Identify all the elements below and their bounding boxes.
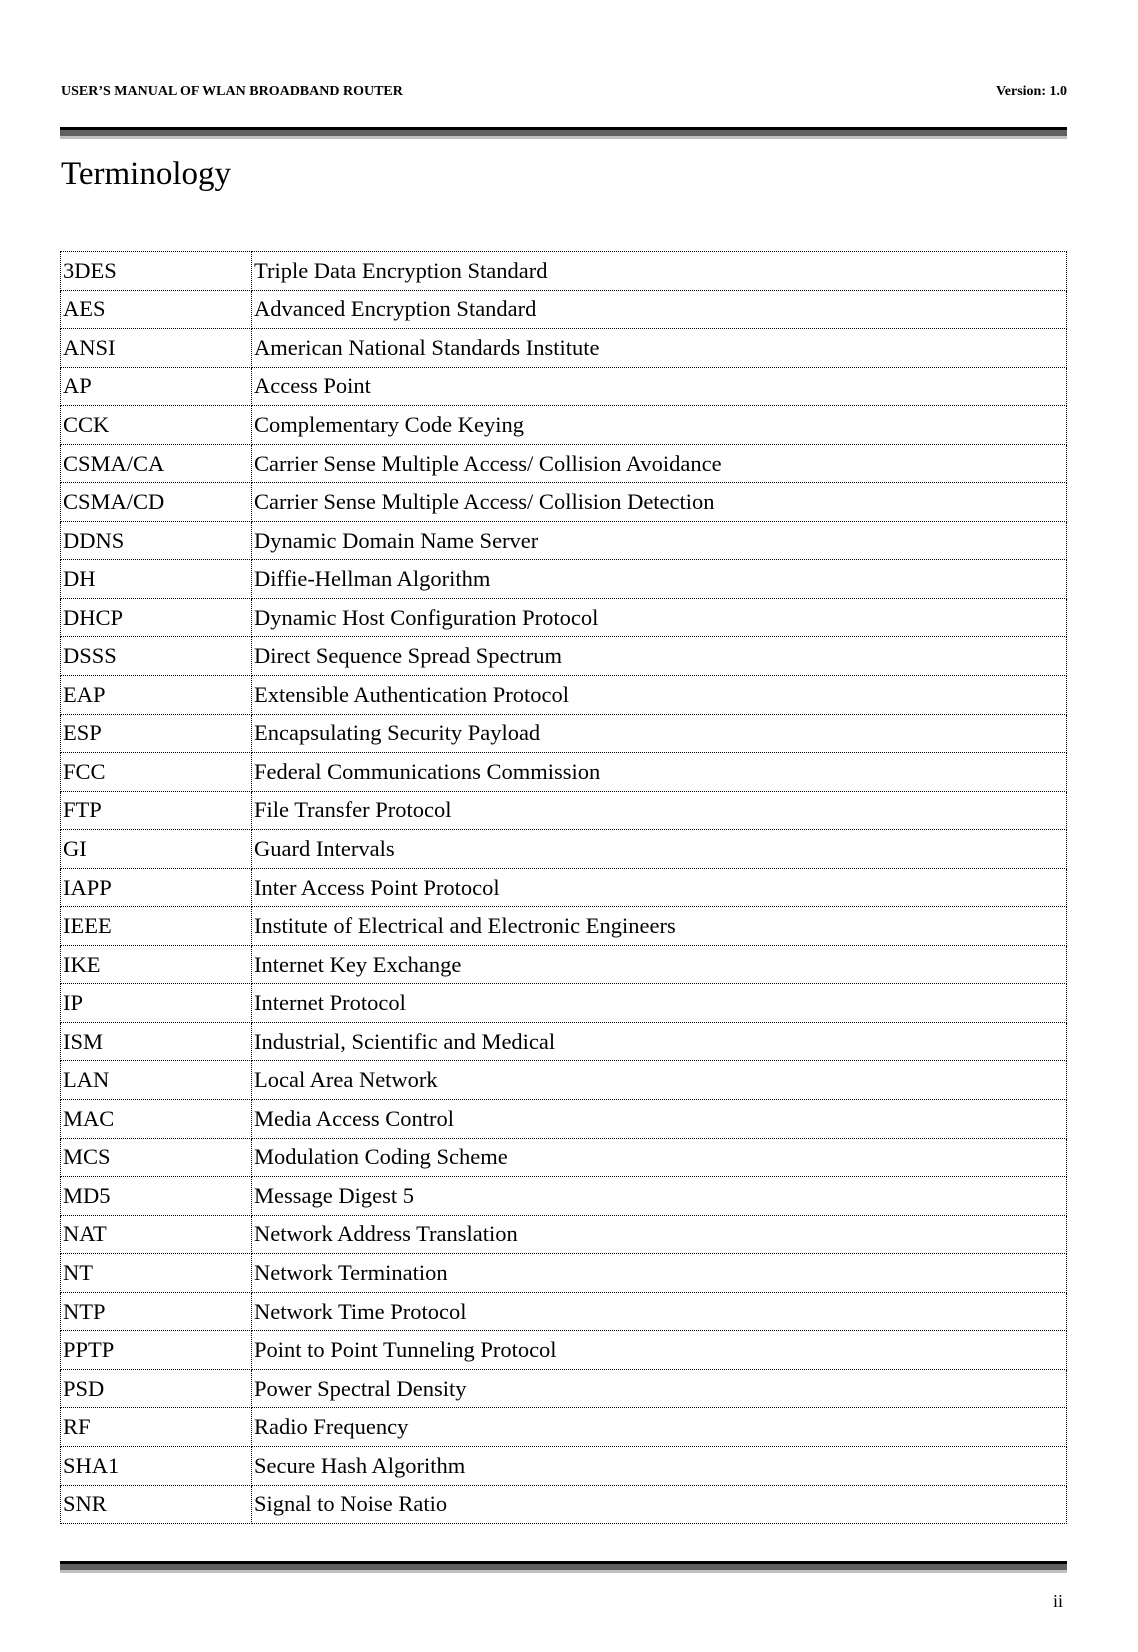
table-row bbox=[61, 560, 1067, 599]
term-abbreviation: ANSI bbox=[61, 329, 252, 368]
term-abbreviation: DH bbox=[61, 560, 252, 599]
term-abbreviation: AES bbox=[61, 290, 252, 329]
terminology-table bbox=[60, 251, 1067, 1524]
table-row bbox=[61, 1446, 1067, 1485]
term-abbreviation: FCC bbox=[61, 753, 252, 792]
footer-rule bbox=[60, 1561, 1067, 1572]
term-abbreviation: NTP bbox=[61, 1292, 252, 1331]
term-meaning: Complementary Code Keying bbox=[252, 406, 1067, 445]
table-row bbox=[61, 1485, 1067, 1524]
term-meaning: Extensible Authentication Protocol bbox=[252, 676, 1067, 715]
table-row bbox=[61, 252, 1067, 291]
term-meaning: Internet Protocol bbox=[252, 984, 1067, 1023]
page-title: Terminology bbox=[61, 156, 231, 192]
table-row bbox=[61, 945, 1067, 984]
table-row bbox=[61, 984, 1067, 1023]
term-abbreviation: PSD bbox=[61, 1369, 252, 1408]
term-meaning: Encapsulating Security Payload bbox=[252, 714, 1067, 753]
table-row bbox=[61, 1331, 1067, 1370]
term-meaning: Signal to Noise Ratio bbox=[252, 1485, 1067, 1524]
term-meaning: Access Point bbox=[252, 367, 1067, 406]
term-meaning: File Transfer Protocol bbox=[252, 791, 1067, 830]
table-row bbox=[61, 329, 1067, 368]
term-abbreviation: DHCP bbox=[61, 598, 252, 637]
table-row bbox=[61, 483, 1067, 522]
table-row bbox=[61, 868, 1067, 907]
table-row bbox=[61, 598, 1067, 637]
table-row bbox=[61, 753, 1067, 792]
term-meaning: Network Address Translation bbox=[252, 1215, 1067, 1254]
table-row bbox=[61, 1408, 1067, 1447]
table-row bbox=[61, 444, 1067, 483]
term-meaning: Inter Access Point Protocol bbox=[252, 868, 1067, 907]
term-meaning: Message Digest 5 bbox=[252, 1177, 1067, 1216]
term-abbreviation: PPTP bbox=[61, 1331, 252, 1370]
term-meaning: Power Spectral Density bbox=[252, 1369, 1067, 1408]
term-abbreviation: NAT bbox=[61, 1215, 252, 1254]
term-abbreviation: IKE bbox=[61, 945, 252, 984]
term-abbreviation: LAN bbox=[61, 1061, 252, 1100]
table-row bbox=[61, 1292, 1067, 1331]
term-meaning: Point to Point Tunneling Protocol bbox=[252, 1331, 1067, 1370]
term-abbreviation: ISM bbox=[61, 1022, 252, 1061]
term-meaning: Carrier Sense Multiple Access/ Collision Avoidance bbox=[252, 444, 1067, 483]
term-abbreviation: CCK bbox=[61, 406, 252, 445]
term-abbreviation: IAPP bbox=[61, 868, 252, 907]
term-abbreviation: FTP bbox=[61, 791, 252, 830]
table-row bbox=[61, 1215, 1067, 1254]
table-row bbox=[61, 1369, 1067, 1408]
term-meaning: Local Area Network bbox=[252, 1061, 1067, 1100]
term-abbreviation: DSSS bbox=[61, 637, 252, 676]
term-meaning: Triple Data Encryption Standard bbox=[252, 252, 1067, 291]
term-meaning: Direct Sequence Spread Spectrum bbox=[252, 637, 1067, 676]
term-meaning: Dynamic Domain Name Server bbox=[252, 521, 1067, 560]
term-abbreviation: RF bbox=[61, 1408, 252, 1447]
table-row bbox=[61, 521, 1067, 560]
term-abbreviation: NT bbox=[61, 1254, 252, 1293]
term-abbreviation: SHA1 bbox=[61, 1446, 252, 1485]
term-meaning: Media Access Control bbox=[252, 1100, 1067, 1139]
version-label: Version: 1.0 bbox=[995, 84, 1067, 99]
term-abbreviation: MCS bbox=[61, 1138, 252, 1177]
table-row bbox=[61, 1061, 1067, 1100]
table-row bbox=[61, 367, 1067, 406]
term-meaning: Internet Key Exchange bbox=[252, 945, 1067, 984]
table-row bbox=[61, 637, 1067, 676]
term-meaning: Institute of Electrical and Electronic Engineers bbox=[252, 907, 1067, 946]
table-row bbox=[61, 1022, 1067, 1061]
term-meaning: Diffie-Hellman Algorithm bbox=[252, 560, 1067, 599]
term-meaning: Modulation Coding Scheme bbox=[252, 1138, 1067, 1177]
term-abbreviation: AP bbox=[61, 367, 252, 406]
table-row bbox=[61, 1254, 1067, 1293]
term-abbreviation: MAC bbox=[61, 1100, 252, 1139]
term-abbreviation: MD5 bbox=[61, 1177, 252, 1216]
term-abbreviation: GI bbox=[61, 830, 252, 869]
term-abbreviation: EAP bbox=[61, 676, 252, 715]
table-row bbox=[61, 1100, 1067, 1139]
term-meaning: Carrier Sense Multiple Access/ Collision Detection bbox=[252, 483, 1067, 522]
term-abbreviation: 3DES bbox=[61, 252, 252, 291]
term-meaning: Federal Communications Commission bbox=[252, 753, 1067, 792]
term-abbreviation: CSMA/CA bbox=[61, 444, 252, 483]
term-meaning: Network Time Protocol bbox=[252, 1292, 1067, 1331]
table-row bbox=[61, 907, 1067, 946]
manual-title: USER’S MANUAL OF WLAN BROADBAND ROUTER bbox=[61, 84, 403, 99]
table-row bbox=[61, 676, 1067, 715]
table-row bbox=[61, 714, 1067, 753]
header-rule bbox=[60, 127, 1067, 138]
table-row bbox=[61, 1138, 1067, 1177]
table-row bbox=[61, 406, 1067, 445]
term-abbreviation: SNR bbox=[61, 1485, 252, 1524]
table-row bbox=[61, 830, 1067, 869]
term-abbreviation: IEEE bbox=[61, 907, 252, 946]
page-number: ii bbox=[1052, 1591, 1063, 1611]
term-meaning: Network Termination bbox=[252, 1254, 1067, 1293]
term-abbreviation: IP bbox=[61, 984, 252, 1023]
term-meaning: Industrial, Scientific and Medical bbox=[252, 1022, 1067, 1061]
table-row bbox=[61, 290, 1067, 329]
term-meaning: Advanced Encryption Standard bbox=[252, 290, 1067, 329]
term-meaning: American National Standards Institute bbox=[252, 329, 1067, 368]
term-meaning: Dynamic Host Configuration Protocol bbox=[252, 598, 1067, 637]
table-row bbox=[61, 791, 1067, 830]
term-abbreviation: DDNS bbox=[61, 521, 252, 560]
term-meaning: Guard Intervals bbox=[252, 830, 1067, 869]
term-meaning: Radio Frequency bbox=[252, 1408, 1067, 1447]
term-meaning: Secure Hash Algorithm bbox=[252, 1446, 1067, 1485]
term-abbreviation: CSMA/CD bbox=[61, 483, 252, 522]
term-abbreviation: ESP bbox=[61, 714, 252, 753]
table-row bbox=[61, 1177, 1067, 1216]
